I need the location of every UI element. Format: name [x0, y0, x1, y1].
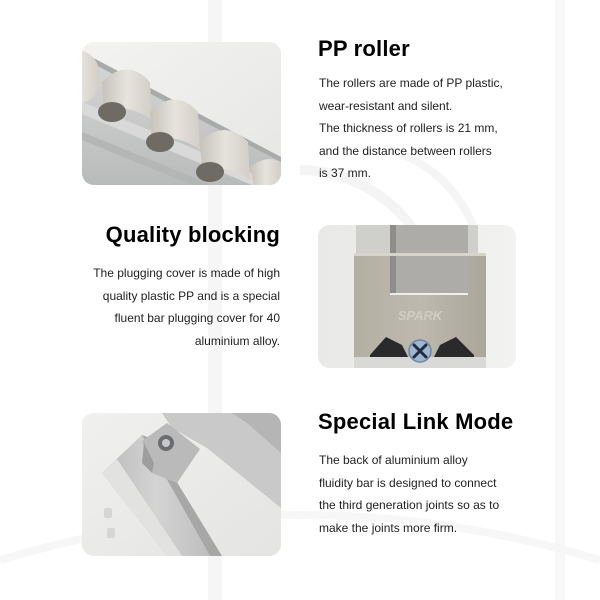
description-line: fluent bar plugging cover for 40	[114, 311, 280, 325]
section-title-pp-roller: PP roller	[318, 36, 410, 61]
description-line: The rollers are made of PP plastic,	[319, 76, 503, 90]
description-line: and the distance between rollers	[319, 143, 492, 158]
brand-logo-text: SPARK	[397, 308, 443, 323]
section-description-quality-blocking	[93, 262, 280, 352]
description-line: quality plastic PP and is a special	[102, 288, 280, 303]
description-line: aluminium alloy.	[194, 333, 280, 348]
section-title-quality-blocking: Quality blocking	[105, 222, 280, 247]
section-description-special-link-mode	[319, 449, 499, 539]
description-line: is 37 mm.	[319, 166, 372, 180]
section-description-pp-roller	[319, 72, 503, 185]
description-line: The thickness of rollers is 21 mm,	[319, 121, 498, 135]
description-line: wear-resistant and silent.	[319, 98, 453, 113]
pp-roller-photo	[82, 42, 281, 185]
description-line: the third generation joints so as to	[319, 498, 500, 512]
description-line: The plugging cover is made of high	[93, 266, 280, 280]
section-title-special-link-mode: Special Link Mode	[318, 409, 514, 434]
description-line: fluidity bar is designed to connect	[319, 475, 497, 490]
description-line: make the joints more firm.	[319, 520, 458, 535]
plugging-cover-photo	[318, 225, 516, 368]
description-line: The back of aluminium alloy	[319, 453, 468, 467]
link-joint-photo	[82, 413, 281, 556]
